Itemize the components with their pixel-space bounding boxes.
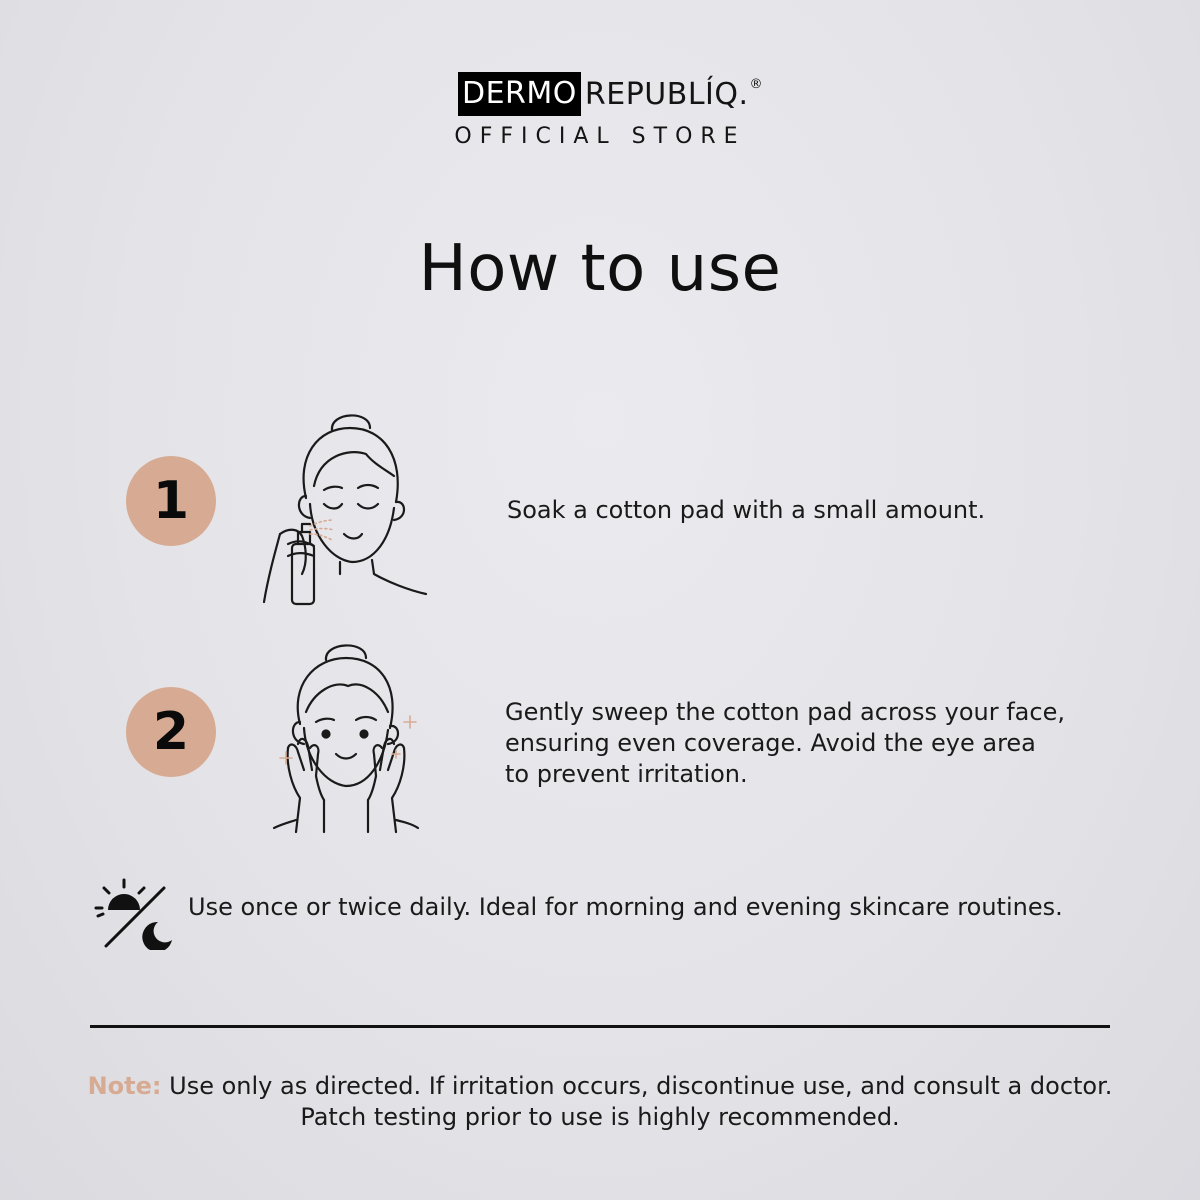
step-2-badge — [126, 687, 216, 777]
step-2-text-line-3: to prevent irritation. — [505, 760, 748, 788]
step-2-number: 2 — [152, 702, 190, 762]
page-title: How to use — [418, 232, 782, 306]
note-label: Note: — [87, 1072, 162, 1100]
registered-mark: ® — [749, 77, 763, 92]
step-1-badge — [126, 456, 216, 546]
step-2-text — [505, 697, 1125, 790]
step-1-text: Soak a cotton pad with a small amount. — [507, 496, 986, 524]
note-line-2: Patch testing prior to use is highly recommended. — [300, 1103, 900, 1131]
face-hands-sparkle-icon — [270, 636, 422, 836]
step-2-text-line-2: ensuring even coverage. Avoid the eye area — [505, 729, 1036, 757]
brand-logo — [458, 72, 763, 116]
face-spray-icon — [258, 406, 434, 610]
divider — [90, 1025, 1110, 1028]
logo-dermo-text: DERMO — [458, 72, 581, 116]
note-line-1 — [0, 1071, 1200, 1102]
step-1-number: 1 — [152, 471, 190, 531]
logo-republiq-text: REPUBLÍQ. — [584, 77, 749, 112]
official-store-label: OFFICIAL STORE — [454, 124, 746, 149]
day-night-icon — [94, 876, 176, 950]
step-2-text-line-1: Gently sweep the cotton pad across your face, — [505, 698, 1065, 726]
note-text-1: Use only as directed. If irritation occurs, discontinue use, and consult a doctor. — [161, 1072, 1113, 1100]
note-block — [0, 1071, 1200, 1133]
daily-usage-text: Use once or twice daily. Ideal for morning and evening skincare routines. — [188, 893, 1063, 921]
